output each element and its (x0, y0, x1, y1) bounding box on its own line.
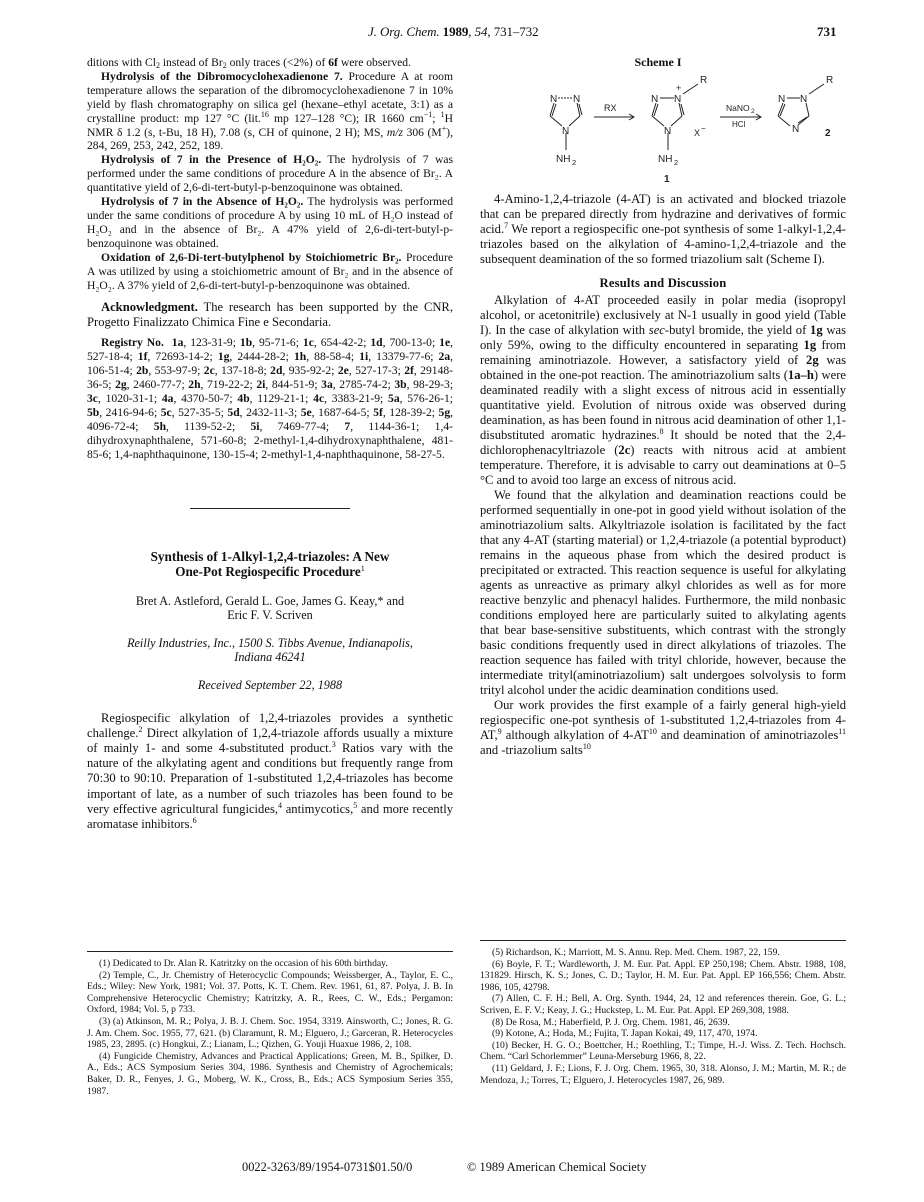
reference-marker[interactable]: 10 (648, 726, 657, 736)
compound-ref: 5c (160, 405, 172, 419)
svg-text:2: 2 (572, 157, 577, 167)
run-in-heading: Acknowledgment. (101, 300, 198, 315)
svg-text:NaNO: NaNO (726, 102, 750, 113)
author-line: Bret A. Astleford, Gerald L. Goe, James G. Keay,* and (135, 593, 405, 608)
compound-ref: 1c (302, 336, 314, 350)
text: Procedure A at room temperature allows the separation of the dibromocyclohexadienone 7 in 10% yield by flash chromatography on silica gel (hexane–ethyl acetate, 3:1) as a crystalline product: mp 127 °C (lit. (87, 69, 453, 125)
footnote: (7) Allen, C. F. H.; Bell, A. Org. Synth. 1944, 24, 12 and references therein. Goe, G. L.; Scriven, E. F. V.; Keay, J. G.; Huckstep, L. M. Eur. Pat. Appl. EP 269,308, 1988. (480, 993, 846, 1016)
run-in-heading: Hydrolysis of the Dibromocyclohexadienone 7. (101, 69, 343, 83)
text: only traces (<2%) of (226, 56, 329, 69)
run-in-heading: Hydrolysis of 7 in the Presence of H₂O₂. (101, 153, 322, 167)
superscript: 1 (440, 109, 445, 119)
reference-marker[interactable]: 16 (260, 109, 269, 119)
text: was only 59%, owing to the difficulty encountered in separating (480, 322, 847, 352)
italic-text: sec (648, 322, 665, 337)
compound-ref: 2i (256, 378, 266, 392)
compound-ref: 3b (394, 378, 407, 392)
svg-text:−: − (701, 123, 706, 133)
run-in-heading: Registry No. (101, 336, 164, 350)
text: ) reacts with nitrous acid at ambient temperature. Therefore, it is advisable to carry out deaminations at 0–5 °C and to avoid too large an excess of nitrous acid. (480, 442, 846, 487)
text: We report a regiospecific one-pot synthesis of some 1-alkyl-1,2,4-triazoles based on the alkylation of 4-amino-1,2,4-triazole and the subsequent deamination of the so formed triazolium salt (Scheme I). (480, 221, 846, 266)
compound-ref: 2h (188, 378, 201, 392)
journal-citation: J. Org. Chem. 1989, 54, 731–732 (368, 24, 539, 39)
received-date: Received September 22, 1988 (197, 677, 343, 692)
svg-text:N: N (674, 93, 682, 105)
svg-text:R: R (700, 74, 708, 86)
intro-paragraph (480, 192, 846, 267)
reference-marker[interactable]: 2 (138, 724, 143, 734)
compound-ref: 5h (153, 419, 167, 433)
text: 4-Amino-1,2,4-triazole (4-AT) is an activated and blocked triazole that can be prepared directly from hydrazine and derivatives of formic acid. (480, 191, 846, 236)
reference-marker[interactable]: 6 (192, 815, 197, 825)
copyright: © 1989 American Chemical Society (467, 1160, 647, 1174)
svg-text:N: N (664, 125, 672, 137)
footnote: (2) Temple, C., Jr. Chemistry of Heterocyclic Compounds; Weissberger, A., Taylor, E. C., Eds.; Wiley: New York, 1981; Vol. 37. Potts, K. T. Chem. Rev. 1961, 61, 87. Polya, J. B. In Comprehensive Heterocyclic Chemistry; Katritzky, A. R., Rees, C. W., Eds.; Pergamon: Oxford, 1984; Vol. 5, p 733. (87, 969, 453, 1016)
compound-ref: 5a (388, 392, 400, 406)
compound-ref: 1g (810, 322, 823, 337)
compound-ref: 1a (171, 336, 184, 350)
compound-ref: 2d (270, 364, 283, 378)
text: antimycotics, (282, 801, 354, 816)
text: Procedure A was utilized by using a stoichiometric amount of Br₂ and in the absence of H₂O₂. A 37% yield of 2,6-di-tert-butyl-p-benzoquinone was obtained. (87, 250, 453, 292)
svg-text:2: 2 (825, 127, 831, 139)
left-column (87, 56, 453, 832)
text: The hydrolysis of 7 was performed under the same conditions of procedure A in the absence of Br₂. A quantitative yield of 2,6-di-tert-butyl-p-benzoquinone was obtained. (87, 153, 454, 195)
text: Alkylation of 4-AT proceeded easily in polar media (isopropyl alcohol, or acetonitrile) exclusively at N-1 usually in good yield (Table I). In the case of alkylation with (480, 292, 846, 337)
compound-ref: 3a (321, 378, 333, 392)
svg-text:1: 1 (664, 173, 670, 185)
footnote: (10) Becker, H. G. O.; Boettcher, H.; Roethling, T.; Timpe, H.-J. Wiss. Z. Tech. Hochsch. Chem. “Carl Schorlemmer” Leuna-Merseburg 1966, 8, 22. (480, 1039, 846, 1063)
footnote-rule (87, 951, 453, 952)
continued-paragraph (87, 56, 453, 70)
journal-year: 1989 (442, 24, 469, 39)
text: Regiospecific alkylation of 1,2,4-triazoles provides a synthetic challenge. (87, 710, 453, 740)
svg-text:X: X (694, 127, 701, 138)
text: ), 284, 269, 253, 242, 252, 189. (87, 125, 453, 153)
title-line: Synthesis of 1-Alkyl-1,2,4-triazoles: A New (150, 548, 390, 564)
text: It should be noted that the 2,4-dichlorophenacyltriazole ( (480, 427, 846, 457)
text: Direct alkylation of 1,2,4-triazole affords usually a mixture of mainly 1- and some 4-substituted product. (87, 725, 453, 755)
article-code: 0022-3263/89/1954-0731$01.50/0 (242, 1160, 413, 1174)
superscript: + (441, 123, 447, 133)
compound-ref: 5d (227, 405, 240, 419)
svg-text:N: N (651, 93, 659, 105)
affiliation-line: Indiana 46241 (234, 649, 306, 664)
compound-ref: 2g (806, 352, 819, 367)
svg-text:NH: NH (658, 153, 673, 165)
text: were observed. (337, 56, 411, 69)
text: The research has been supported by the CNR, Progetto Finalizzato Chimica Fine e Secondaria. (87, 300, 453, 330)
affiliation (87, 636, 453, 664)
reference-marker[interactable]: 5 (353, 800, 358, 810)
atom-label: N (550, 93, 558, 105)
compound-ref: 1d (370, 336, 383, 350)
text: Our work provides the first example of a fairly general high-yield regiospecific one-pot synthesis of 1-substituted 1,2,4-triazoles from 4-AT, (480, 697, 846, 742)
compound-ref: 2c (618, 442, 631, 457)
journal-pages: 731–732 (493, 24, 539, 39)
journal-volume: 54 (474, 24, 488, 39)
author-line: Eric F. V. Scriven (227, 607, 313, 622)
superscript: −1 (423, 109, 433, 119)
footnote: (9) Kotone, A.; Hoda, M.; Fujita, T. Japan Kokai, 49, 117, 470, 1974. (492, 1028, 758, 1040)
svg-text:RX: RX (604, 102, 617, 113)
text: H NMR δ 1.2 (s, t-Bu, 18 H), 7.08 (s, CH of quinone, 2 H); MS, (87, 111, 453, 139)
footnote: (3) (a) Atkinson, M. R.; Polya, J. B. J. Chem. Soc. 1954, 3319. Ainsworth, C.; Jones, R. G. J. Am. Chem. Soc. 1955, 77, 621. (b) Claramunt, R. M.; Elguero, J.; Garceran, R. Heterocycles 1985, 23, 2895. (c) Hongkui, Z.; Lianam, L.; Qizhen, G. Youji Huaxue 1986, 2, 108. (87, 1015, 453, 1051)
scheme-figure (480, 70, 846, 185)
svg-text:2: 2 (751, 107, 755, 115)
paragraph-hydrolysis-dibromo (87, 70, 453, 153)
reference-marker[interactable]: 3 (331, 739, 336, 749)
reference-marker[interactable]: 9 (497, 726, 502, 736)
journal-name: J. Org. Chem. (368, 24, 440, 39)
svg-text:R: R (826, 74, 834, 86)
compound-ref: 2b (136, 364, 149, 378)
compound-ref: 1h (293, 350, 307, 364)
paragraph-oxidation (87, 251, 453, 293)
svg-text:NH: NH (556, 153, 571, 165)
reference-marker[interactable]: 4 (278, 800, 282, 810)
footnote: (4) Fungicide Chemistry, Advances and Practical Applications; Green, M. B., Spilker, D. A., Eds.; ACS Symposium Series 304, 1986. Synthesis and Chemistry of Agrochemicals; Baker, D. R., Fenyes, J. G., Moberg, W. K., Cross, B., Eds.; ACS Symposium Series 355, 1987. (87, 1050, 453, 1097)
running-header (0, 24, 924, 42)
svg-text:N: N (778, 93, 786, 105)
compound-ref: 5f (373, 405, 383, 419)
footnotes-right (480, 940, 846, 1086)
compound-ref: 1a–h (787, 367, 814, 382)
compound-ref: 6f (328, 56, 338, 69)
reference-marker[interactable]: 8 (659, 426, 664, 436)
footnote: (5) Richardson, K.; Marriott, M. S. Annu. Rep. Med. Chem. 1987, 22, 159. (492, 947, 780, 958)
svg-text:N: N (800, 93, 808, 105)
paragraph-registry (87, 336, 453, 461)
compound-ref: 1g (803, 337, 817, 352)
paragraph-acknowledgment (87, 300, 453, 330)
subscript: 2 (222, 61, 227, 70)
footnote-rule (480, 940, 846, 941)
results-paragraph-1 (480, 293, 846, 488)
registry-list: 1a, 123-31-9; 1b, 95-71-6; 1c, 654-42-2; 1d, 700-13-0; 1e, 527-18-4; 1f, 72693-14-2; 1g, 2444-28-2; 1h, 88-58-4; 1i, 13379-77-6; 2a, 106-51-4; 2b, 553-97-9; 2c, 137-18-8; 2d, 935-92-2; 2e, 527-17-3; 2f, 29148-36-5; 2g, 2460-77-7; 2h, 719-22-2; 2i, 844-51-9; 3a, 2785-74-2; 3b, 98-29-3; 3c, 1020-31-1; 4a, 4370-50-7; 4b, 1129-21-1; 4c, 3383-21-9; 5a, 576-26-1; 5b, 2416-94-6; 5c, 527-35-5; 5d, 2432-11-3; 5e, 1687-64-5; 5f, 128-39-2; 5g, 4096-72-4; 5h, 1139-52-2; 5i, 7469-77-4; 7, 1144-36-1; 1,4-dihydroxynaphthalene, 571-60-8; 2-methyl-1,4-dihydroxynaphthalene, 481-85-6; 1,4-naphthaquinone, 130-15-4; 2-methyl-1,4-naphthaquinone, 58-27-5. (87, 336, 454, 461)
reference-marker[interactable]: 7 (504, 220, 509, 230)
svg-text:2: 2 (674, 157, 679, 167)
paragraph-hydrolysis-absence (87, 195, 453, 251)
svg-text:HCl: HCl (732, 119, 746, 129)
text: was obtained in the one-pot reaction. The aminotriazolium salts ( (480, 352, 847, 382)
compound-ref: 1e (439, 336, 451, 350)
compound-ref: 1f (137, 350, 148, 364)
svg-text:N: N (792, 123, 800, 135)
text: 306 (M (403, 125, 442, 139)
footnotes-left (87, 951, 453, 1097)
footnote: (6) Boyle, F. T.; Wardleworth, J. M. Eur. Pat. Appl. EP 250,198; Chem. Abstr. 1988, 108, 131829. Hirsch, K. S.; Jones, C. D.; Taylor, H. M. Eur. Pat. Appl. EP 166,556; Chem. Abstr. 1986, 105, 42798. (480, 958, 846, 993)
compound-ref: 4c (313, 392, 325, 406)
compound-ref: 4b (237, 392, 250, 406)
paragraph-hydrolysis-presence (87, 153, 453, 195)
text: and more recently aromatase inhibitors. (87, 801, 453, 831)
italic-text: m/z (386, 125, 404, 139)
reaction-scheme-diagram (480, 70, 846, 185)
compound-ref: 1b (239, 336, 253, 350)
text: from remaining aminotriazole. However, a satisfactory yield of (480, 337, 846, 367)
compound-ref: 2f (404, 364, 414, 378)
text: ; (432, 111, 441, 125)
results-paragraph-3 (480, 698, 846, 758)
text: ditions with Cl (87, 56, 156, 69)
compound-ref: 5i (250, 419, 260, 433)
article-title (87, 549, 453, 580)
article-separator (190, 508, 350, 509)
text: instead of Br (159, 56, 223, 69)
text: although alkylation of 4-AT (501, 727, 649, 742)
svg-text:N: N (562, 125, 570, 137)
compound-ref: 4a (161, 392, 174, 406)
affiliation-line: Reilly Industries, Inc., 1500 S. Tibbs Avenue, Indianapolis, (127, 635, 413, 650)
footnote: (1) Dedicated to Dr. Alan R. Katritzky on the occasion of his 60th birthday. (99, 958, 388, 969)
reference-marker[interactable]: 11 (838, 726, 846, 736)
right-column (480, 56, 846, 758)
page-number: 731 (817, 24, 837, 39)
abstract-paragraph (87, 711, 453, 833)
compound-ref: 3c (87, 392, 98, 406)
reference-marker[interactable]: 10 (582, 741, 591, 751)
footnote: (11) Geldard, J. F.; Lions, F. J. Org. Chem. 1965, 30, 318. Alonso, J. M.; Martin, M. R.; de Mendoza, J.; Torres, T.; Elguero, J. Heterocycles 1987, 26, 989. (480, 1062, 846, 1086)
scheme-title: Scheme I (634, 55, 682, 69)
reference-marker[interactable]: 1 (360, 564, 365, 574)
compound-ref: 2a (438, 350, 451, 364)
compound-ref: 1g (217, 350, 230, 364)
subscript: 2 (155, 61, 160, 70)
section-heading: Results and Discussion (599, 275, 727, 290)
text: and deamination of aminotriazoles (656, 727, 839, 742)
compound-ref: 5g (438, 405, 451, 419)
compound-ref: 1i (359, 350, 369, 364)
text: and -triazolium salts (480, 742, 583, 757)
text: ) were deaminated readily with a slight excess of nitrous acid in essentially quantitative yield. Evolution of nitrous oxide was observed during deamination, as has been found in nitrous acid deamination of other 1,1-disubstituted aromatic hydrazines. (480, 367, 846, 442)
run-in-heading: Oxidation of 2,6-Di-tert-butylphenol by Stoichiometric Br₂. (101, 250, 402, 264)
compound-ref: 5e (300, 405, 312, 419)
svg-text:N: N (573, 93, 581, 105)
run-in-heading: Hydrolysis of 7 in the Absence of H₂O₂. (101, 195, 304, 209)
footnote: (8) De Rosa, M.; Haberfield, P. J. Org. Chem. 1981, 46, 2639. (492, 1016, 730, 1028)
text: mp 127–128 °C); IR 1660 cm (268, 111, 424, 125)
compound-ref: 2e (337, 364, 349, 378)
compound-ref: 2c (203, 364, 215, 378)
compound-ref: 5b (87, 405, 100, 419)
svg-text:+: + (676, 82, 682, 93)
title-line: One-Pot Regiospecific Procedure (175, 564, 361, 580)
results-paragraph-2: We found that the alkylation and deamination reactions could be performed sequentially in one-pot in good yield without isolation of the aminotriazolium salts. Alkyltriazole isolation is facilitated by the fact that any 4-AT (starting material) or 1,2,4-triazole (a potential byproduct) remains in the aqueous phase from which the desired product is precipitated or extracted. This reaction sequence is useful for alkylating agents as unreactive as primary alkyl chlorides as well as for more reactive benzylic and phenacyl halides. Furthermore, the mild nonbasic conditions employed here are particularly suited to alkylating agents that bear base-sensitive substituents, which contrast with the strongly basic conditions frequently used in direct alkylations of triazoles. The reaction sequence has failed with trityl chloride, however, because the intermediate trityl(aminotriazolium) salt undergoes solvolysis to form trityl alcohol under the acidic deamination conditions used. (480, 487, 846, 697)
authors (87, 594, 453, 622)
compound-ref: 2g (115, 378, 127, 392)
compound-ref: 7 (344, 419, 351, 433)
text: -butyl bromide, the yield of (664, 322, 811, 337)
text: Ratios vary with the nature of the alkylating agent and conditions but frequently range from 70:30 to 90:10. Preparation of 1-substituted 1,2,4-triazoles has become important of late, as a number of such triazoles has been found to be very effective agricultural fungicides, (87, 740, 453, 816)
text: The hydrolysis was performed under the same conditions of procedure A by using 10 mL of H₂O instead of H₂O₂ and in the absence of Br₂. A 47% yield of 2,6-di-tert-butyl-p-benzoquinone was obtained. (87, 195, 453, 250)
